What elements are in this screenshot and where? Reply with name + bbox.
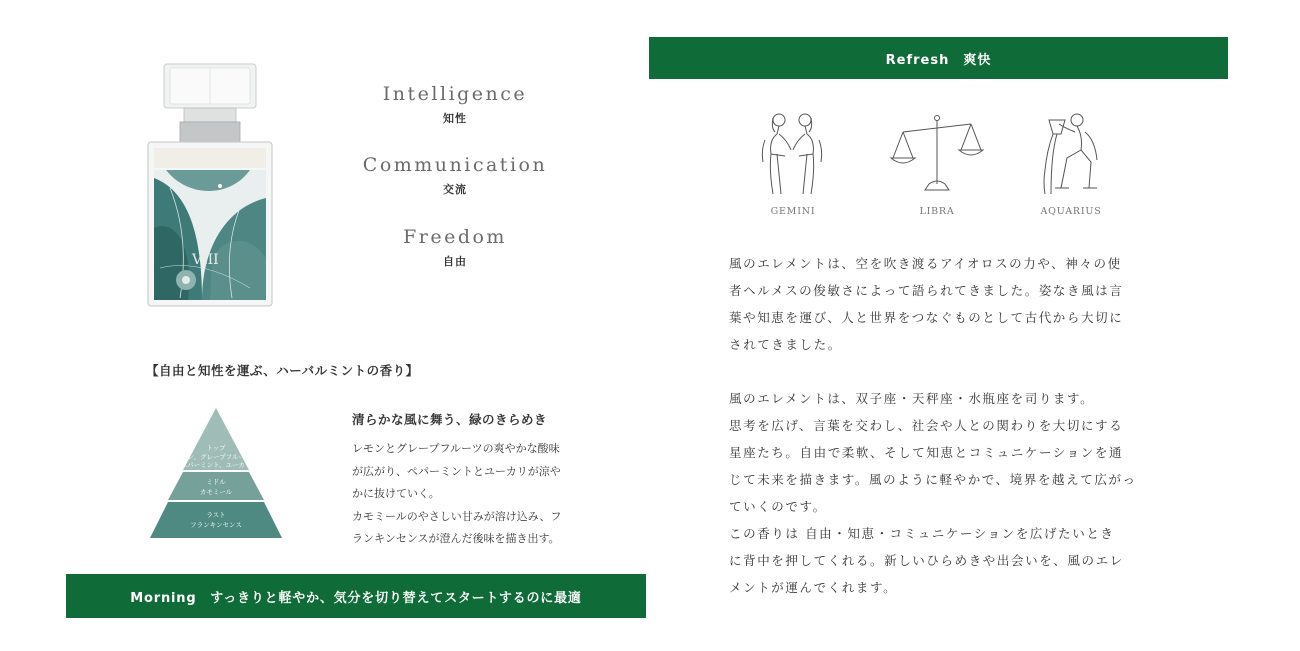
keyword-en: Freedom xyxy=(403,226,507,248)
refresh-banner: Refresh 爽快 xyxy=(649,37,1228,79)
paragraph-line: ていくのです。 xyxy=(729,499,827,514)
pyramid-base-note: フランキンセンス xyxy=(190,521,242,529)
keyword-freedom xyxy=(345,225,565,269)
paragraph-line: じて未来を描きます。風のように軽やかで、境界を越えて広がっ xyxy=(729,472,1137,487)
element-paragraph-1 xyxy=(729,250,1169,358)
paragraph-line: されてきました。 xyxy=(729,337,842,352)
scent-subheading: 清らかな風に舞う、緑のきらめき xyxy=(352,412,548,427)
pyramid-base-tier xyxy=(150,502,282,538)
zodiac-libra xyxy=(882,110,992,217)
paragraph-line: 星座たち。自由で柔軟、そして知恵とコミュニケーションを通 xyxy=(729,445,1124,460)
element-paragraph-2 xyxy=(729,385,1169,601)
paragraph-line: 風のエレメントは、双子座・天秤座・水瓶座を司ります。 xyxy=(729,391,1095,406)
zodiac-gemini xyxy=(738,110,848,217)
zodiac-aquarius xyxy=(1016,110,1126,217)
pyramid-top-note: ペパーミント、ユーカリ xyxy=(180,461,252,469)
paragraph-line: この香りは 自由・知恵・コミュニケーションを広げたいとき xyxy=(729,526,1115,541)
perfume-bottle-image xyxy=(140,58,276,310)
keyword-ja: 自由 xyxy=(443,255,467,268)
paragraph-line: に背中を押してくれる。新しいひらめきや出会いを、風のエレ xyxy=(729,553,1124,568)
bottle-label-text: VIII xyxy=(192,252,219,268)
pyramid-base-title: ラスト xyxy=(206,511,226,519)
paragraph-line: メントが運んでくれます。 xyxy=(729,580,898,595)
description-line: カモミールのやさしい甘みが溶け込み、フ xyxy=(352,509,562,523)
keyword-en: Intelligence xyxy=(382,83,528,105)
paragraph-line: 風のエレメントは、空を吹き渡るアイオロスの力や、神々の使 xyxy=(729,256,1122,271)
fragrance-note-pyramid xyxy=(146,404,286,544)
description-line: ランキンセンスが澄んだ後味を描き出す。 xyxy=(352,532,560,545)
description-line: レモンとグレープフルーツの爽やかな酸味 xyxy=(352,442,560,455)
pyramid-top-note: レモン、グレープフルーツ、 xyxy=(174,453,258,461)
description-line: が広がり、ペパーミントとユーカリが涼や xyxy=(352,464,561,478)
gemini-icon xyxy=(753,110,833,196)
scent-description xyxy=(352,438,592,551)
keyword-intelligence xyxy=(345,82,565,126)
zodiac-name: LIBRA xyxy=(919,206,955,217)
tagline: 【自由と知性を運ぶ、ハーバルミントの香り】 xyxy=(146,363,419,378)
paragraph-line: 者ヘルメスの俊敏さによって語られてきました。姿なき風は言 xyxy=(729,283,1124,298)
zodiac-name: GEMINI xyxy=(770,206,816,217)
keyword-ja: 交流 xyxy=(443,183,467,196)
keyword-communication xyxy=(345,153,565,197)
zodiac-name: AQUARIUS xyxy=(1040,206,1102,217)
keyword-ja: 知性 xyxy=(443,112,467,125)
paragraph-line: 思考を広げ、言葉を交わし、社会や人との関わりを大切にする xyxy=(729,418,1124,433)
pyramid-top-title: トップ xyxy=(206,444,226,452)
libra-icon xyxy=(889,110,985,196)
pyramid-middle-title: ミドル xyxy=(206,478,226,486)
keyword-en: Communication xyxy=(362,154,548,176)
pyramid-middle-note: カモミール xyxy=(199,488,233,496)
aquarius-icon xyxy=(1031,110,1111,196)
paragraph-line: 葉や知恵を運び、人と世界をつなぐものとして古代から大切に xyxy=(729,310,1124,325)
description-line: かに抜けていく。 xyxy=(352,487,440,500)
morning-banner: Morning すっきりと軽やか、気分を切り替えてスタートするのに最適 xyxy=(66,574,646,618)
